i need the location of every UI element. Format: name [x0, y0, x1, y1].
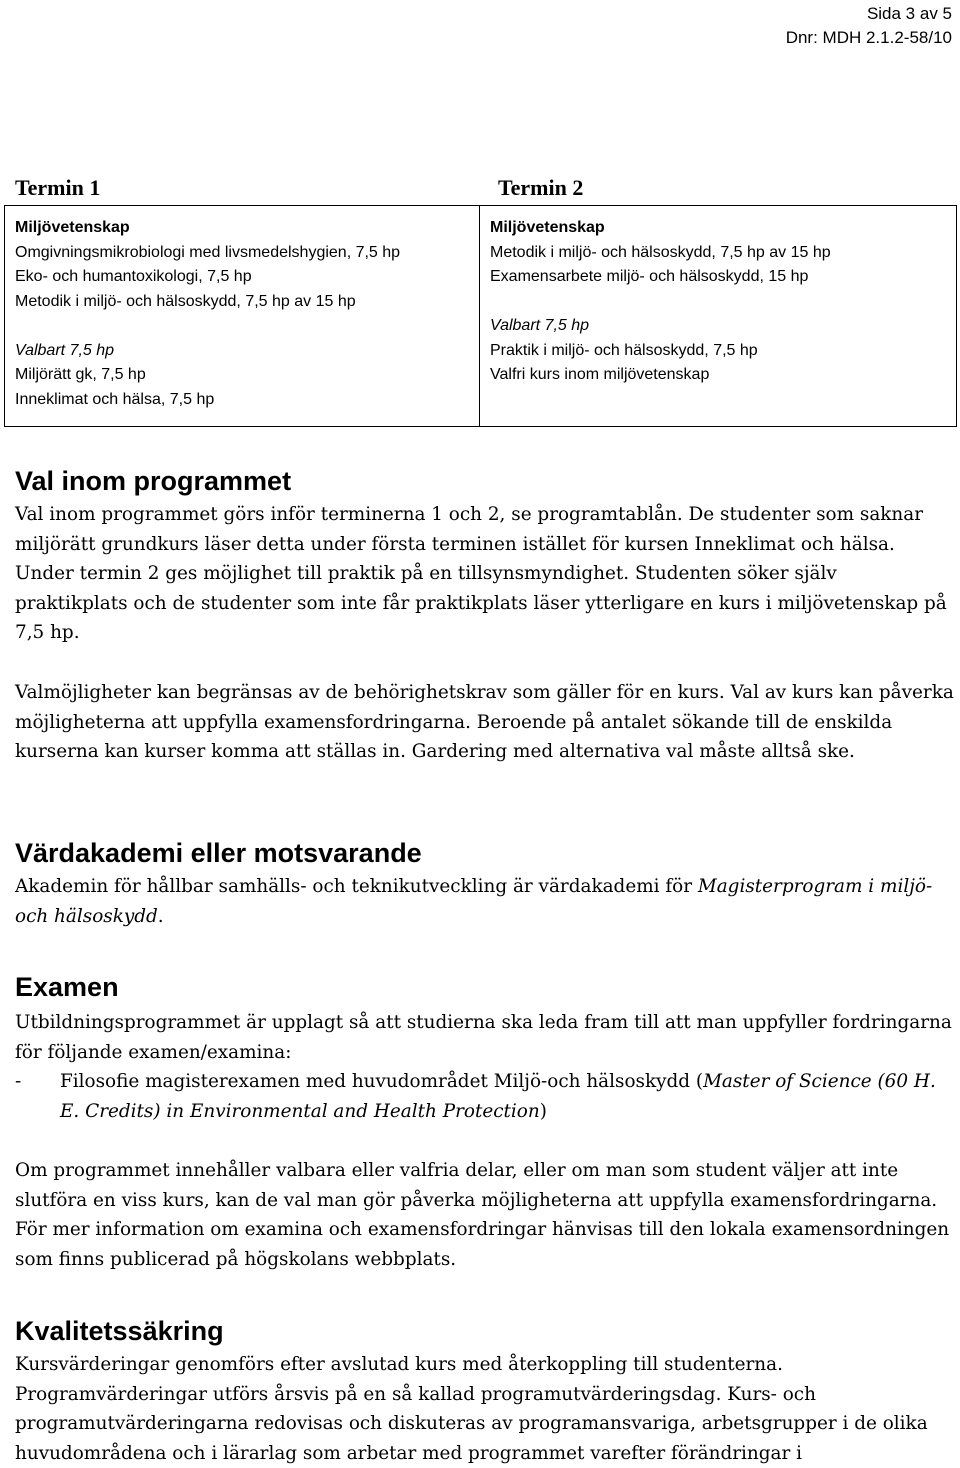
document-number: Dnr: MDH 2.1.2-58/10: [785, 28, 952, 47]
term-2-title: Termin 2: [498, 175, 584, 200]
vardakademi-text: Akademin för hållbar samhälls- och teknikutveckling är värdakademi för: [15, 876, 698, 897]
term-1-elective: Miljörätt gk, 7,5 hp: [15, 366, 146, 383]
vardakademi-paragraph: [15, 872, 955, 931]
term-1-elective: Inneklimat och hälsa, 7,5 hp: [15, 390, 215, 408]
degree-end: ): [539, 1100, 547, 1122]
term-2-elective-label: Valbart 7,5 hp: [490, 317, 590, 334]
vardakademi-end: .: [157, 905, 164, 927]
term-2-cell: [480, 206, 957, 427]
term-2-elective: Valfri kurs inom miljövetenskap: [490, 366, 710, 383]
term-2-course: Examensarbete miljö- och hälsoskydd, 15 hp: [490, 268, 809, 285]
page-number: Sida 3 av 5: [866, 4, 952, 23]
term-1-elective-label: Valbart 7,5 hp: [15, 341, 115, 359]
val-paragraph-2: Valmöjligheter kan begränsas av de behörighetskrav som gäller för en kurs. Val av kurs kan påverka möjligheterna att uppfylla examensfordringarna. Beroende på antalet sökande till de enskilda kurserna kan kurser komma att ställas in. Gardering med alternativa val måste alltså ske.: [15, 682, 954, 763]
term-2-subject: Miljövetenskap: [490, 219, 605, 236]
list-dash: -: [15, 1071, 22, 1092]
degree-list-item: [60, 1067, 950, 1126]
term-1-title: Termin 1: [15, 175, 101, 200]
kvalitet-heading: Kvalitetssäkring: [15, 1316, 224, 1346]
degree-text: Filosofie magisterexamen med huvudområdet Miljö-och hälsoskydd (: [60, 1071, 704, 1092]
term-1-subject: Miljövetenskap: [15, 219, 130, 236]
examen-paragraph-1: Utbildningsprogrammet är upplagt så att studierna ska leda fram till att man uppfyller fordringarna för följande examen/examina:: [15, 1012, 952, 1063]
term-2-course: Metodik i miljö- och hälsoskydd, 7,5 hp av 15 hp: [490, 243, 831, 261]
degree-english: Master of Science (60 H. E. Credits) in Environmental and Health Protection: [60, 1071, 936, 1122]
term-1-course: Metodik i miljö- och hälsoskydd, 7,5 hp av 15 hp: [15, 292, 356, 310]
term-1-course: Omgivningsmikrobiologi med livsmedelshygien, 7,5 hp: [15, 243, 401, 261]
examen-paragraph-2: Om programmet innehåller valbara eller valfria delar, eller om man som student väljer att inte slutföra en viss kurs, kan de val man gör påverka möjligheterna att uppfylla examensfordringarna. För mer information om examina och examensfordringar hänvisas till den lokala examensordningen som finns publicerad på högskolans webbplats.: [15, 1160, 950, 1270]
kvalitet-paragraph: Kursvärderingar genomförs efter avslutad kurs med återkoppling till studenterna. Programvärderingar utförs årsvis på en så kallad programutvärderingsdag. Kurs- och programutvärderingarna redovisas och diskuteras av programansvariga, arbetsgrupper i de olika huvudområdena och i lärarlag som arbetar med programmet varefter förändringar i: [15, 1354, 928, 1464]
term-1-cell: [5, 206, 480, 427]
val-paragraph-1: Val inom programmet görs inför terminerna 1 och 2, se programtablån. De studenter som saknar miljörätt grundkurs läser detta under första terminen istället för kursen Inneklimat och hälsa. Under termin 2 ges möjlighet till praktik på en tillsynsmyndighet. Studenten söker själv praktikplats och de studenter som inte får praktikplats läser ytterligare en kurs i miljövetenskap på 7,5 hp.: [15, 504, 947, 644]
term-2-elective: Praktik i miljö- och hälsoskydd, 7,5 hp: [490, 341, 758, 359]
examen-heading: Examen: [15, 972, 119, 1002]
term-1-course: Eko- och humantoxikologi, 7,5 hp: [15, 268, 252, 285]
vardakademi-heading: Värdakademi eller motsvarande: [15, 838, 422, 868]
page-header: [786, 2, 952, 50]
program-schedule-table: [4, 205, 957, 427]
program-name: Magisterprogram i miljö- och hälsoskydd: [15, 876, 933, 927]
val-heading: Val inom programmet: [15, 466, 292, 496]
